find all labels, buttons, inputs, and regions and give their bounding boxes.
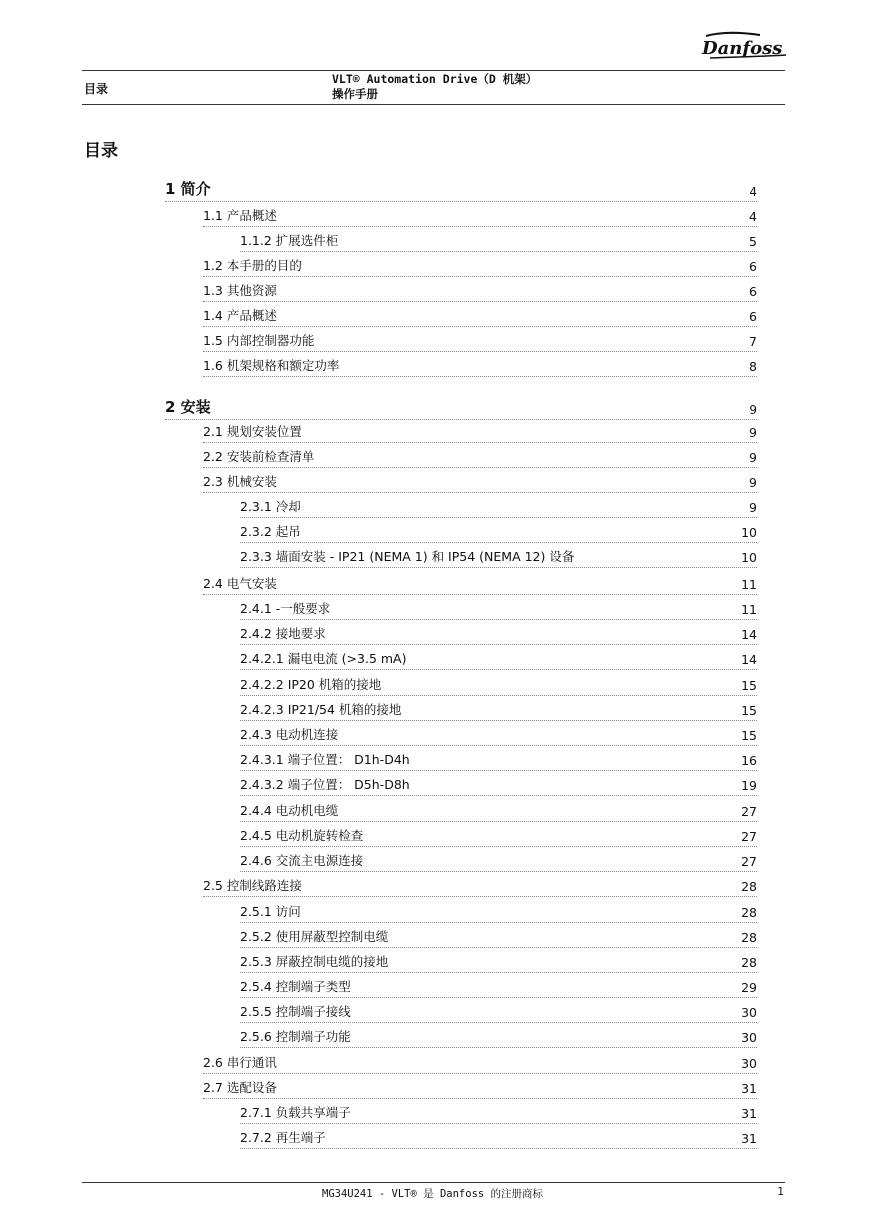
- toc-entry[interactable]: [240, 750, 757, 771]
- toc-entry-page: 4: [749, 209, 757, 224]
- toc-entry[interactable]: [240, 649, 757, 670]
- toc-entry[interactable]: [203, 1078, 757, 1099]
- toc-entry-title: 1.6 机架规格和额定功率: [203, 358, 340, 373]
- toc-entry-page: 9: [749, 403, 757, 417]
- toc-entry[interactable]: [203, 876, 757, 897]
- footer-trademark: MG34U241 - VLT® 是 Danfoss 的注册商标: [322, 1188, 544, 1200]
- toc-entry-page: 9: [749, 500, 757, 515]
- toc-entry-title: 2.4.3.2 端子位置： D5h-D8h: [240, 777, 410, 792]
- toc-entry-page: 9: [749, 475, 757, 490]
- toc-entry-page: 6: [749, 284, 757, 299]
- toc-entry-title: 1.3 其他资源: [203, 283, 277, 298]
- toc-entry[interactable]: [203, 306, 757, 327]
- toc-entry-title: 2.5.6 控制端子功能: [240, 1029, 351, 1044]
- toc-entry-title: 1.4 产品概述: [203, 308, 277, 323]
- toc-entry-title: 1.1.2 扩展选件柜: [240, 233, 339, 248]
- toc-entry-title: 2.4.1 -一般要求: [240, 601, 331, 616]
- toc-chapter-entry[interactable]: [165, 396, 757, 420]
- toc-entry-title: 2.4.3 电动机连接: [240, 727, 339, 742]
- toc-entry-page: 30: [741, 1056, 757, 1071]
- toc-entry[interactable]: [240, 1027, 757, 1048]
- toc-entry-page: 10: [741, 525, 757, 540]
- toc-entry-title: 2.5.5 控制端子接线: [240, 1004, 351, 1019]
- toc-entry-title: 2 安装: [165, 398, 211, 416]
- toc-entry-page: 27: [741, 804, 757, 819]
- toc-entry[interactable]: [240, 801, 757, 822]
- toc-entry[interactable]: [203, 281, 757, 302]
- toc-entry-page: 15: [741, 678, 757, 693]
- toc-entry-title: 1.2 本手册的目的: [203, 258, 302, 273]
- toc-entry-page: 31: [741, 1131, 757, 1146]
- toc-entry-title: 2.4.2.1 漏电电流 (>3.5 mA): [240, 651, 407, 666]
- toc-entry-title: 2.3 机械安装: [203, 474, 277, 489]
- toc-entry[interactable]: [240, 927, 757, 948]
- toc-entry-title: 2.5 控制线路连接: [203, 878, 302, 893]
- toc-entry[interactable]: [240, 497, 757, 518]
- toc-entry-page: 5: [749, 234, 757, 249]
- toc-entry-page: 8: [749, 359, 757, 374]
- toc-entry-page: 15: [741, 728, 757, 743]
- toc-entry-page: 28: [741, 879, 757, 894]
- toc-entry-page: 29: [741, 980, 757, 995]
- toc-entry-page: 6: [749, 259, 757, 274]
- toc-entry-title: 2.4.6 交流主电源连接: [240, 853, 364, 868]
- toc-entry[interactable]: [240, 624, 757, 645]
- toc-entry-page: 6: [749, 309, 757, 324]
- toc-entry-page: 7: [749, 334, 757, 349]
- toc-entry[interactable]: [240, 599, 757, 620]
- toc-entry-title: 2.4.4 电动机电缆: [240, 803, 339, 818]
- toc-entry[interactable]: [203, 1053, 757, 1074]
- toc-entry-title: 2.6 串行通讯: [203, 1055, 277, 1070]
- toc-entry-page: 30: [741, 1005, 757, 1020]
- toc-entry-page: 28: [741, 905, 757, 920]
- toc-entry[interactable]: [240, 1002, 757, 1023]
- toc-entry[interactable]: [240, 775, 757, 796]
- toc-entry-title: 1 简介: [165, 180, 211, 198]
- toc-entry-page: 31: [741, 1081, 757, 1096]
- toc-entry[interactable]: [203, 356, 757, 377]
- toc-entry[interactable]: [240, 952, 757, 973]
- toc-entry[interactable]: [240, 675, 757, 696]
- header-section-label: 目录: [84, 82, 109, 96]
- toc-chapter-entry[interactable]: [165, 178, 757, 202]
- toc-entry-title: 2.4.3.1 端子位置： D1h-D4h: [240, 752, 410, 767]
- toc-entry[interactable]: [203, 331, 757, 352]
- toc-entry-title: 2.3.3 墙面安装 - IP21 (NEMA 1) 和 IP54 (NEMA 12) 设备: [240, 549, 575, 564]
- toc-entry-page: 11: [741, 602, 757, 617]
- toc-entry[interactable]: [240, 700, 757, 721]
- toc-entry[interactable]: [240, 725, 757, 746]
- toc-entry[interactable]: [203, 422, 757, 443]
- toc-entry-title: 2.4.5 电动机旋转检查: [240, 828, 364, 843]
- toc-entry-title: 2.5.3 屏蔽控制电缆的接地: [240, 954, 389, 969]
- toc-entry[interactable]: [240, 902, 757, 923]
- toc-entry-title: 2.4.2 接地要求: [240, 626, 326, 641]
- header-product: [332, 72, 537, 102]
- toc-entry-page: 31: [741, 1106, 757, 1121]
- toc-entry-page: 11: [741, 577, 757, 592]
- toc-entry-title: 2.7.1 负载共享端子: [240, 1105, 351, 1120]
- toc-entry-title: 2.2 安装前检查清单: [203, 449, 315, 464]
- toc-entry-page: 4: [749, 185, 757, 199]
- toc-entry-page: 30: [741, 1030, 757, 1045]
- toc-entry-title: 2.4.2.3 IP21/54 机箱的接地: [240, 702, 402, 717]
- page-title: 目录: [84, 141, 118, 161]
- toc-entry-page: 16: [741, 753, 757, 768]
- footer-page-number: 1: [777, 1186, 784, 1198]
- toc-entry-page: 9: [749, 450, 757, 465]
- toc-entry[interactable]: [240, 826, 757, 847]
- toc-entry-title: 2.3.2 起吊: [240, 524, 301, 539]
- toc-entry-page: 28: [741, 955, 757, 970]
- toc-entry-title: 2.1 规划安装位置: [203, 424, 302, 439]
- toc-entry[interactable]: [203, 472, 757, 493]
- toc-entry-page: 10: [741, 550, 757, 565]
- toc-entry-title: 2.4.2.2 IP20 机箱的接地: [240, 677, 382, 692]
- toc-entry-title: 2.7 选配设备: [203, 1080, 277, 1095]
- toc-entry-title: 2.5.2 使用屏蔽型控制电缆: [240, 929, 389, 944]
- toc-entry-title: 2.5.4 控制端子类型: [240, 979, 351, 994]
- toc-entry[interactable]: [240, 851, 757, 872]
- danfoss-logo: [700, 30, 790, 62]
- toc-entry[interactable]: [240, 547, 757, 568]
- toc-entry-page: 27: [741, 829, 757, 844]
- toc-entry[interactable]: [203, 574, 757, 595]
- header-product-title: VLT® Automation Drive（D 机架）: [332, 72, 538, 86]
- toc-entry-page: 15: [741, 703, 757, 718]
- toc-entry[interactable]: [240, 231, 757, 252]
- toc-entry-title: 2.7.2 再生端子: [240, 1130, 326, 1145]
- toc-entry-title: 2.4 电气安装: [203, 576, 277, 591]
- svg-text:Danfoss: Danfoss: [702, 38, 783, 59]
- toc-entry[interactable]: [203, 447, 757, 468]
- header-bottom-rule: [82, 104, 785, 105]
- toc-entry-title: 2.5.1 访问: [240, 904, 301, 919]
- toc-entry-title: 1.1 产品概述: [203, 208, 277, 223]
- header-manual-type: 操作手册: [332, 87, 378, 101]
- toc-entry-page: 27: [741, 854, 757, 869]
- toc-entry-title: 2.3.1 冷却: [240, 499, 301, 514]
- toc-entry-page: 28: [741, 930, 757, 945]
- toc-entry-page: 14: [741, 627, 757, 642]
- toc-entry[interactable]: [203, 256, 757, 277]
- toc-entry-page: 19: [741, 778, 757, 793]
- footer-rule: [82, 1182, 785, 1183]
- toc-entry[interactable]: [240, 1128, 757, 1149]
- toc-entry[interactable]: [240, 522, 757, 543]
- toc-entry[interactable]: [203, 206, 757, 227]
- header-top-rule: [82, 70, 785, 71]
- toc-entry-page: 9: [749, 425, 757, 440]
- toc-entry-title: 1.5 内部控制器功能: [203, 333, 315, 348]
- toc-entry[interactable]: [240, 1103, 757, 1124]
- toc-entry[interactable]: [240, 977, 757, 998]
- toc-entry-page: 14: [741, 652, 757, 667]
